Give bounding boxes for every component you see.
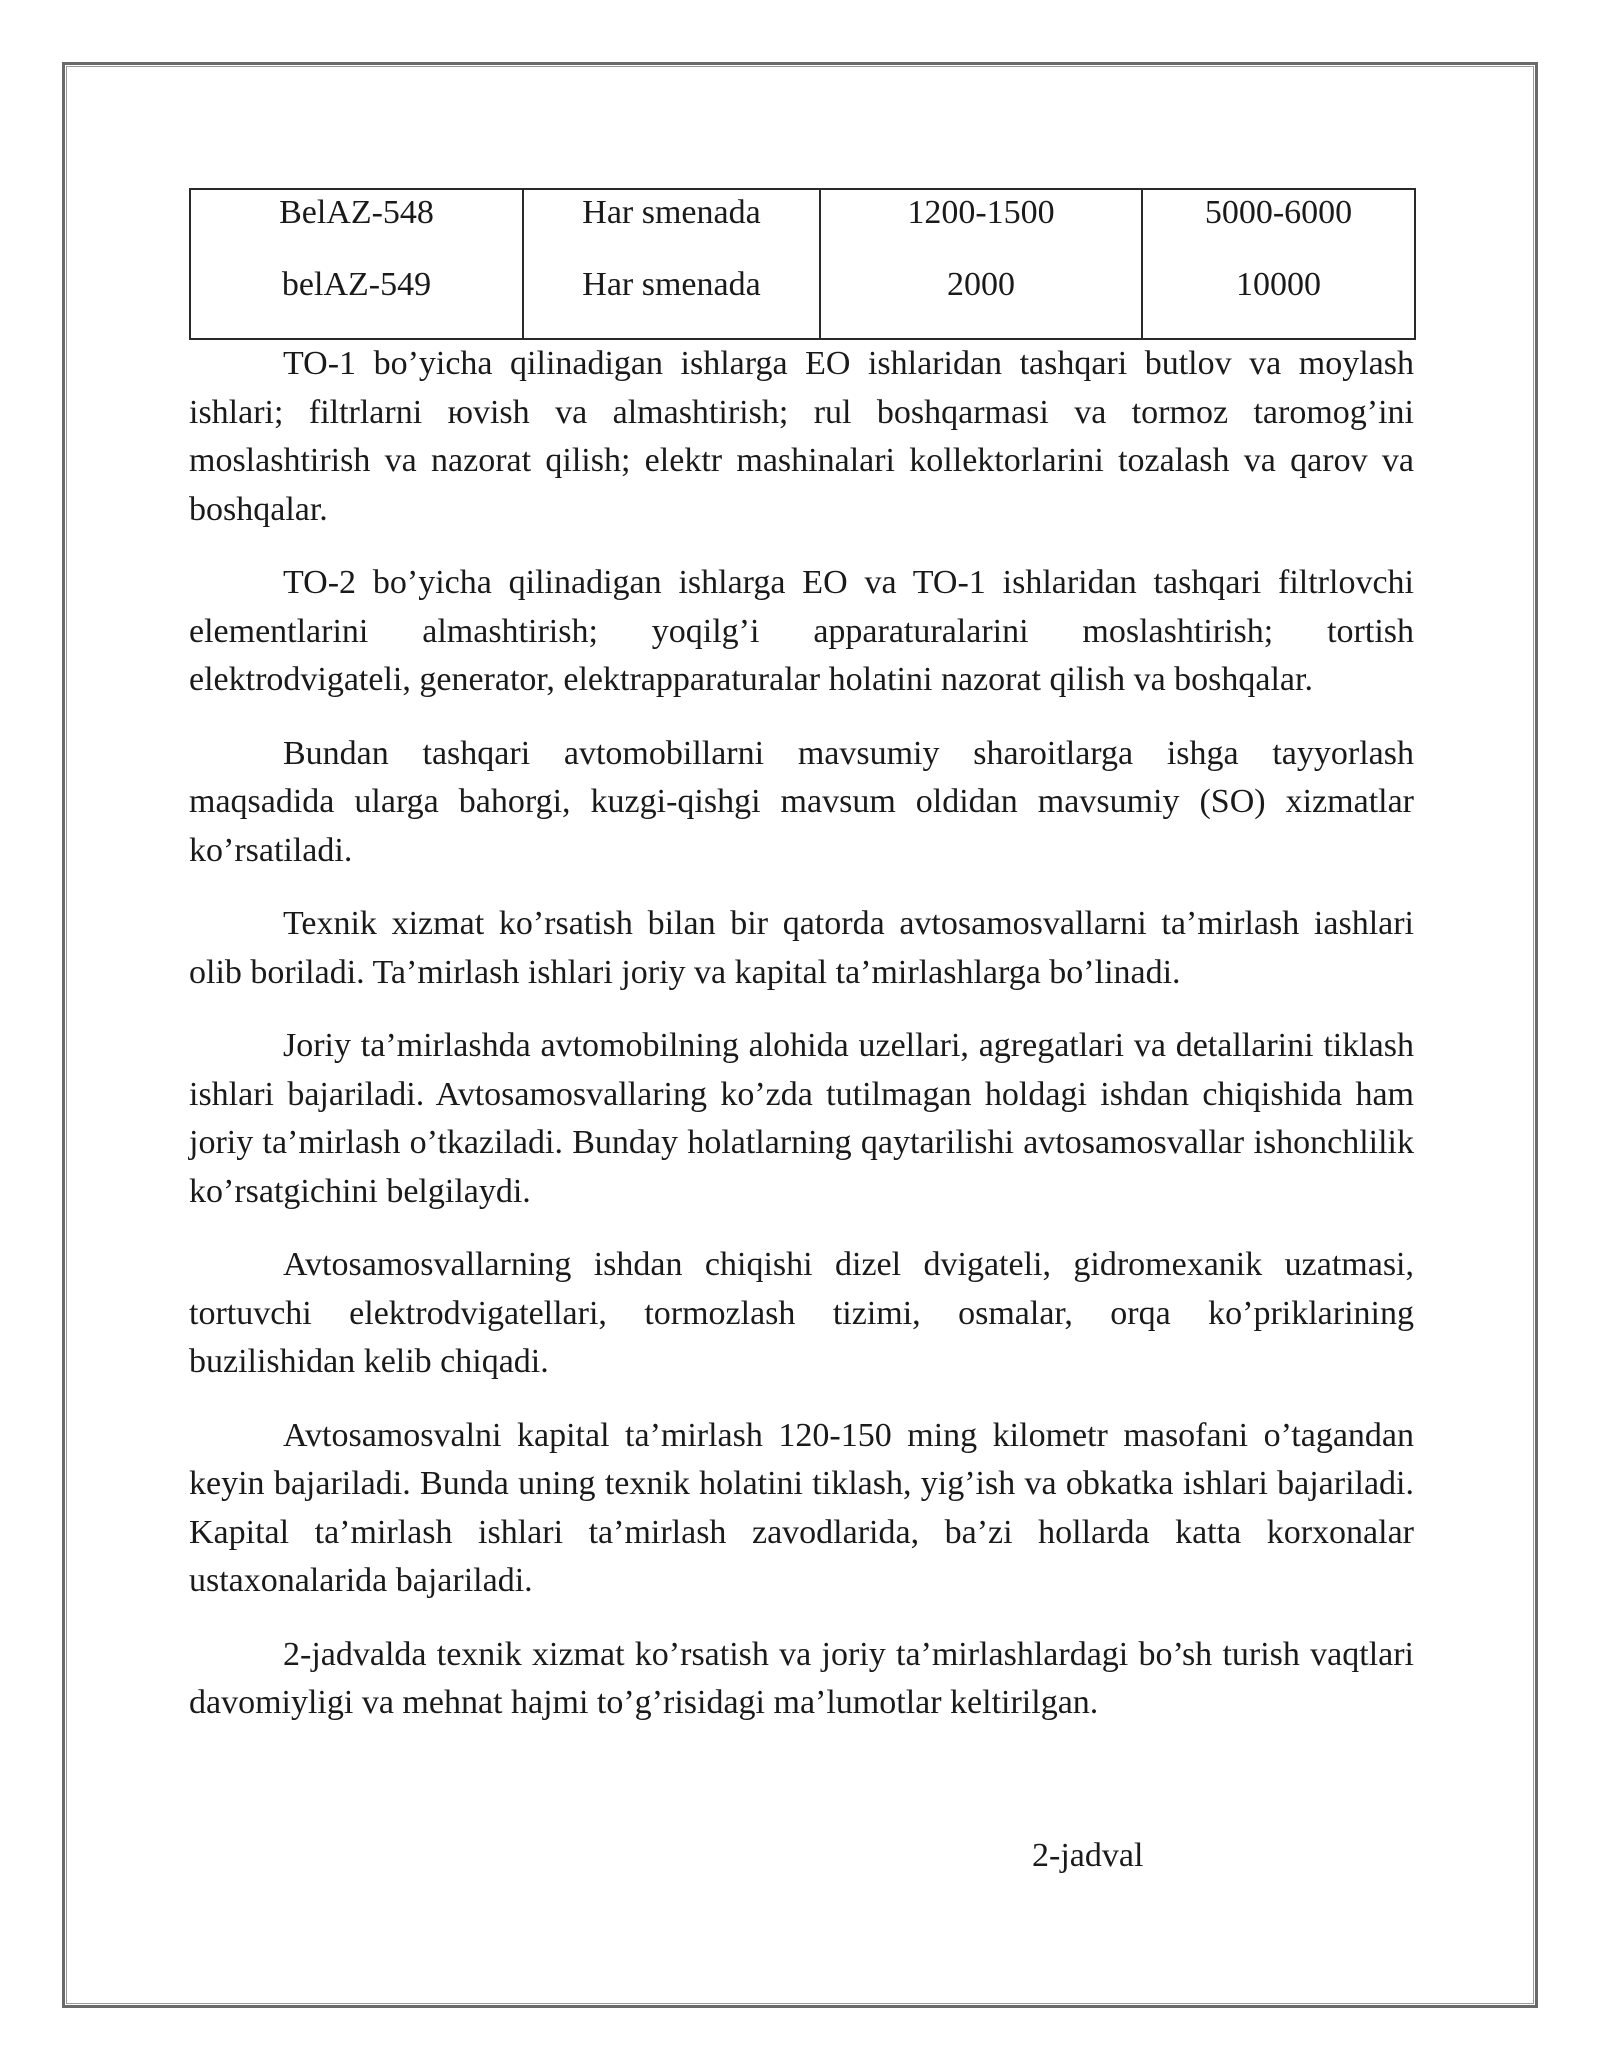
table-cell: 1200-1500	[820, 189, 1142, 264]
paragraph-failures: Avtosamosvallarning ishdan chiqishi dizel dvigateli, gidromexanik uzatmasi, tortuvchi elektrodvigatellari, tormozlash tizimi, osmalar, orqa ko’priklarining buzilishidan kelib chiqadi.	[189, 1246, 1414, 1380]
table-cell: belAZ-549	[190, 264, 523, 339]
table-cell: Har smenada	[523, 264, 820, 339]
paragraph-seasonal: Bundan tashqari avtomobillarni mavsumiy sharoitlarga ishga tayyorlash maqsadida ularga bahorgi, kuzgi-qishgi mavsum oldidan mavsumiy (SO) xizmatlar ko’rsatiladi.	[189, 734, 1414, 869]
vehicle-table	[189, 188, 1416, 340]
table-cell: 10000	[1142, 264, 1415, 339]
table-cell: 2000	[820, 264, 1142, 339]
table-row	[190, 264, 1415, 339]
paragraph-current-repair: Joriy ta’mirlashda avtomobilning alohida uzellari, agregatlari va detallarini tiklash ishlari bajariladi. Avtosamosvallaring ko’zda tutilmagan holdagi ishdan chiqishida ham joriy ta’mirlash o’tkaziladi. Bunday holatlarning qaytarilishi avtosamosvallar ishonchlilik ko’rsatgichini belgilaydi.	[189, 1027, 1414, 1210]
paragraph-to2: TO-2 bo’yicha qilinadigan ishlarga EO va TO-1 ishlaridan tashqari filtrlovchi elementlarini almashtirish; yoqilg’i apparaturalarini moslashtirish; tortish elektrodvigateli, generator, elektrapparaturalar holatini nazorat qilish va boshqalar.	[189, 564, 1414, 698]
table-caption: 2-jadval	[1032, 1837, 1144, 1874]
table-cell: 5000-6000	[1142, 189, 1415, 264]
table-cell: BelAZ-548	[190, 189, 523, 264]
document-content	[189, 188, 1414, 1753]
paragraph-capital-repair: Avtosamosvalni kapital ta’mirlash 120-150 ming kilometr masofani o’tagandan keyin bajariladi. Bunda uning texnik holatini tiklash, yig’ish va obkatka ishlari bajariladi. Kapital ta’mirlash ishlari ta’mirlash zavodlarida, ba’zi hollarda katta korxonalar ustaxonalarida bajariladi.	[189, 1416, 1414, 1599]
table-cell: Har smenada	[523, 189, 820, 264]
paragraph-to1: TO-1 bo’yicha qilinadigan ishlarga EO ishlaridan tashqari butlov va moylash ishlari; filtrlarni юvish va almashtirish; rul boshqarmasi va tormoz taromog’ini moslashtirish va nazorat qilish; elektr mashinalari kollektorlarini tozalash va qarov va boshqalar.	[189, 345, 1414, 528]
paragraph-table-reference: 2-jadvalda texnik xizmat ko’rsatish va joriy ta’mirlashlardagi bo’sh turish vaqtlari davomiyligi va mehnat hajmi to’g’risidagi ma’lumotlar keltirilgan.	[189, 1635, 1414, 1721]
table-row	[190, 189, 1415, 264]
paragraph-repair: Texnik xizmat ko’rsatish bilan bir qatorda avtosamosvallarni ta’mirlash iashlari olib boriladi. Ta’mirlash ishlari joriy va kapital ta’mirlashlarga bo’linadi.	[189, 905, 1414, 991]
